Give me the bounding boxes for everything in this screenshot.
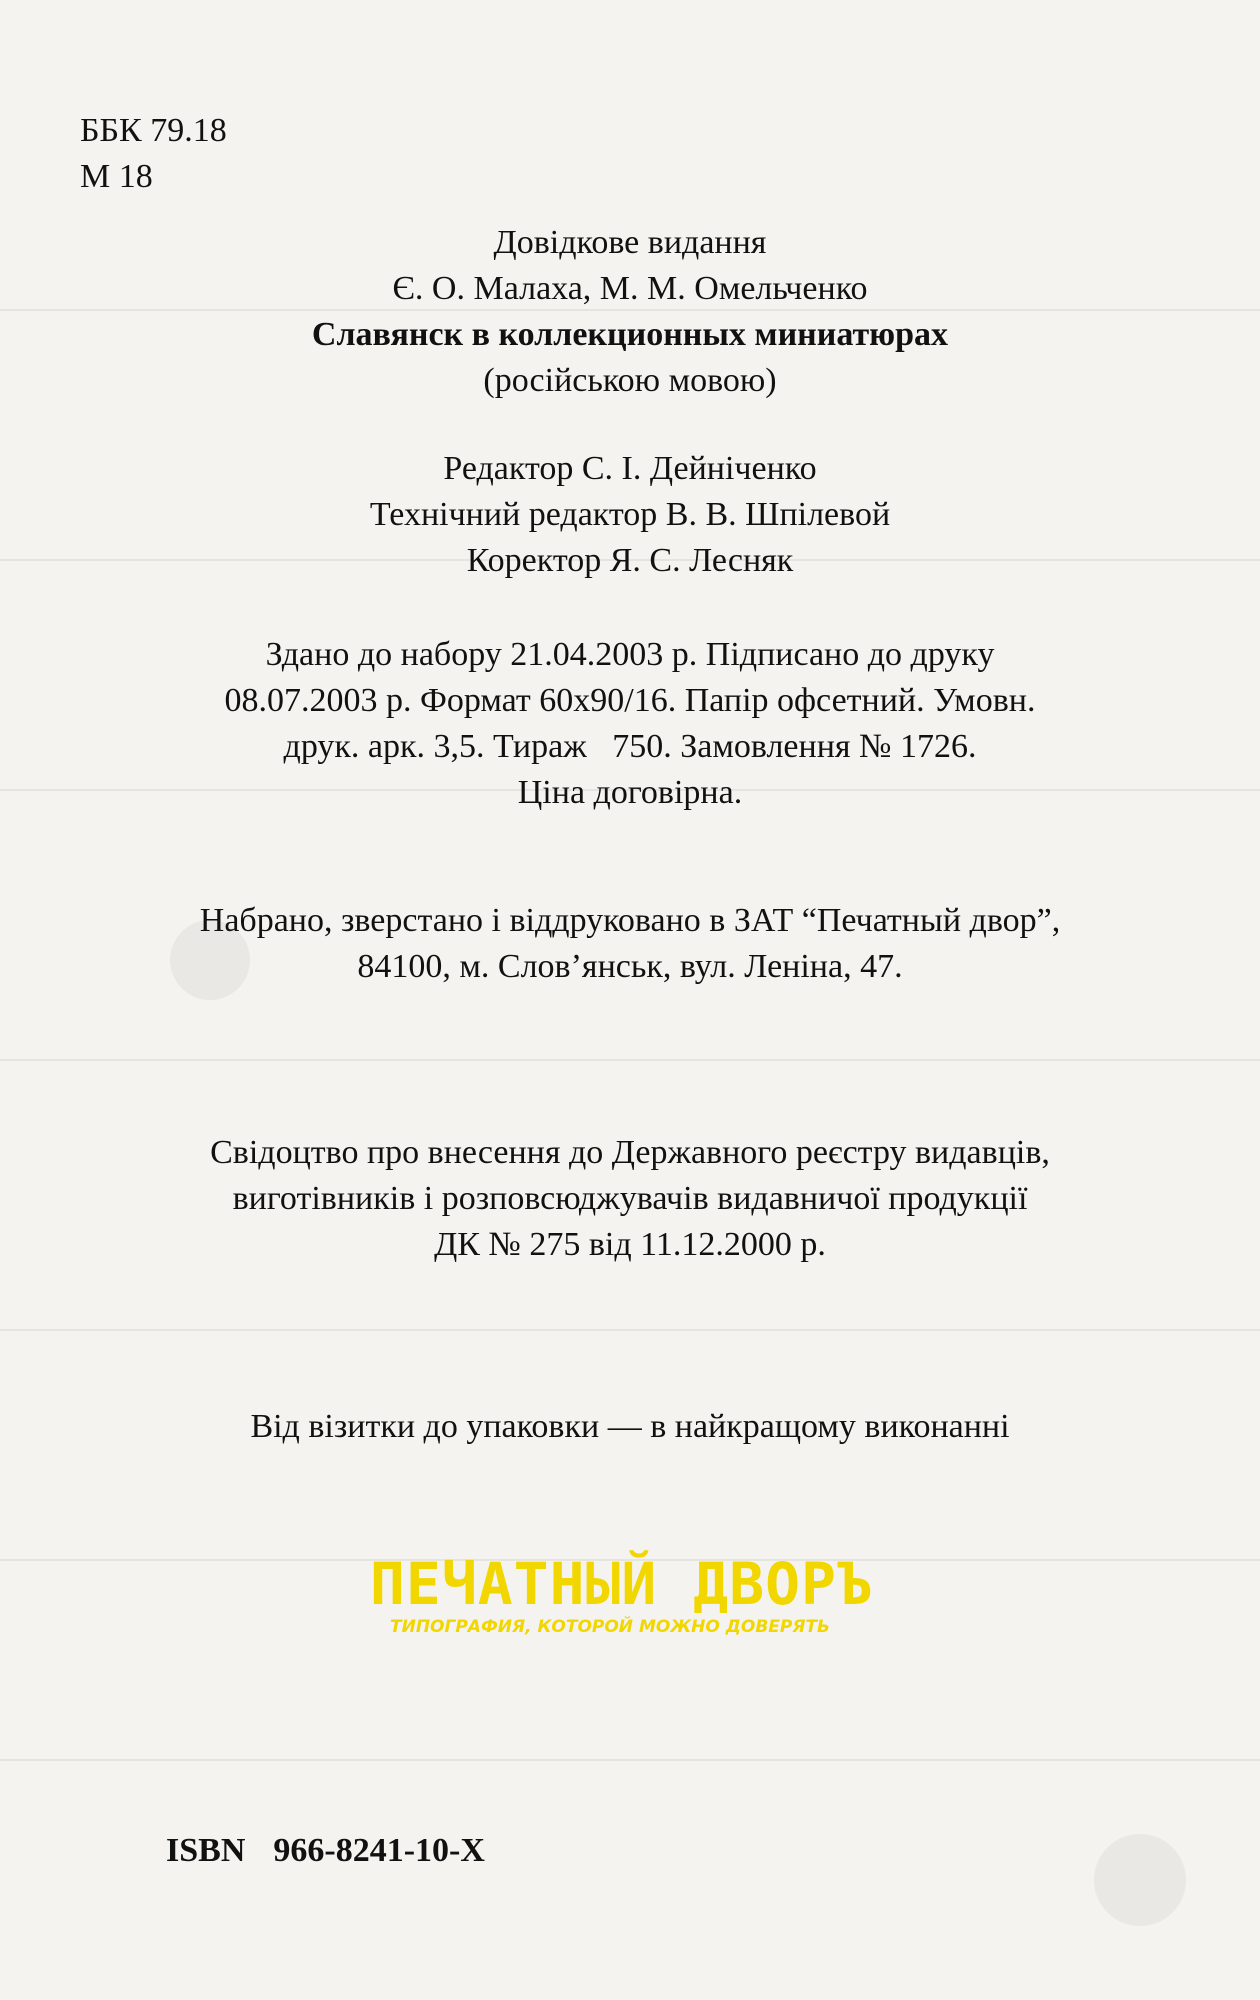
slogan: Від візитки до упаковки — в найкращому виконанні [250, 1408, 1010, 1445]
print-info-block [0, 632, 1260, 816]
printer-logo [370, 1550, 873, 1638]
isbn-label: ISBN [166, 1832, 246, 1869]
editor: Редактор С. І. Дейніченко [443, 450, 817, 487]
print-info-line-3: друк. арк. 3,5. Тираж 750. Замовлення № 1726. [283, 728, 977, 765]
certificate-line-2: виготівників і розповсюджувачів видавничої продукції [232, 1180, 1028, 1217]
author-mark: М 18 [80, 158, 153, 195]
classification-codes [80, 108, 227, 200]
print-info-line-1: Здано до набору 21.04.2003 р. Підписано до друку [265, 636, 995, 673]
tech-editor: Технічний редактор В. В. Шпілевой [369, 496, 891, 533]
title-block [0, 220, 1260, 404]
price-note: Ціна договірна. [517, 774, 743, 811]
editors-block [0, 446, 1260, 584]
book-title: Славянск в коллекционных миниатюрах [311, 316, 949, 353]
slogan-block [0, 1404, 1260, 1450]
printer-line-1: Набрано, зверстано і віддруковано в ЗАТ “Печатный двор”, [199, 902, 1061, 939]
isbn [166, 1828, 485, 1874]
edition-type: Довідкове видання [493, 224, 767, 261]
authors: Є. О. Малаха, М. М. Омельченко [392, 270, 868, 307]
logo-tagline: ТИПОГРАФИЯ, КОТОРОЙ МОЖНО ДОВЕРЯТЬ [390, 1617, 830, 1637]
isbn-number: 966-8241-10-X [273, 1832, 485, 1869]
certificate-line-1: Свідоцтво про внесення до Державного реєстру видавців, [210, 1134, 1050, 1171]
printer-address: 84100, м. Слов’янськ, вул. Леніна, 47. [357, 948, 903, 985]
language-note: (російською мовою) [483, 362, 777, 399]
logo-name: ПЕЧАТНЫЙ ДВОРЪ [370, 1550, 873, 1618]
print-info-line-2: 08.07.2003 р. Формат 60х90/16. Папір офсетний. Умовн. [224, 682, 1036, 719]
certificate-block [0, 1130, 1260, 1268]
bbk-code: ББК 79.18 [80, 112, 227, 149]
proofreader: Коректор Я. С. Лесняк [466, 542, 794, 579]
printer-block [0, 898, 1260, 990]
certificate-number: ДК № 275 від 11.12.2000 р. [434, 1226, 826, 1263]
